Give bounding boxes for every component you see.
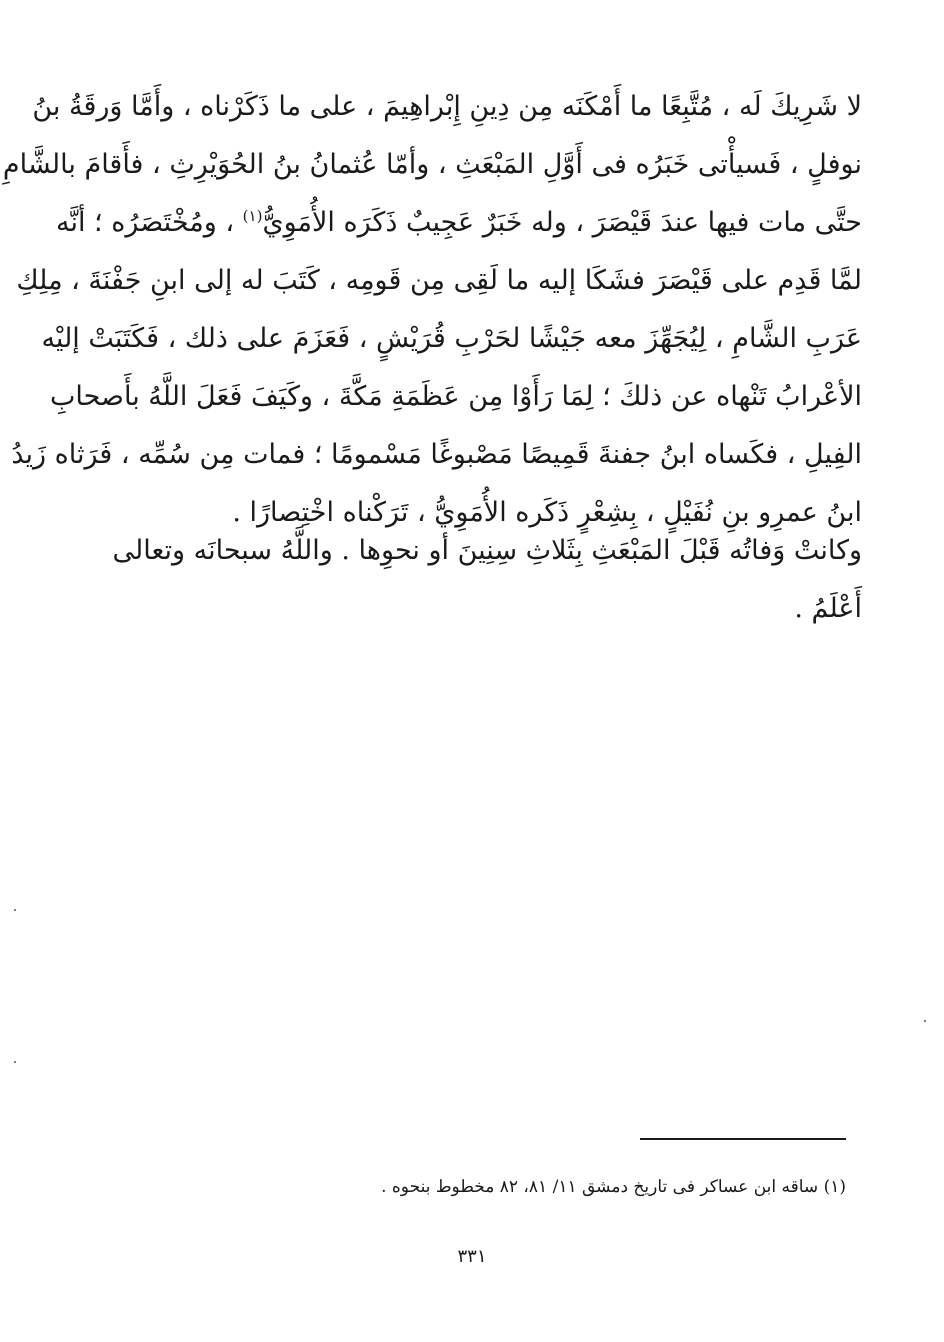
scan-speck [14,909,16,911]
scan-speck [924,1020,926,1022]
text-line: نوفلٍ ، فَسيأْتى خَبَرُه فى أَوَّلِ المَبْعَثِ ، وأمّا عُثمانُ بنُ الحُوَيْرِثِ ، فأَقامَ بالشَّامِ [2,149,862,180]
text-line: لا شَرِيكَ لَه ، مُتَّبِعًا ما أَمْكَنَه مِن دِينِ إِبْراهِيمَ ، على ما ذَكَرْناه ، وأَمَّا وَرقَةُ بنُ [32,91,862,122]
text-line: ابنُ عمرِو بنِ نُفَيْلٍ ، بِشِعْرٍ ذَكَره الأُمَوِيُّ ، تَرَكْناه اخْتِصارًا . [232,497,862,528]
text-line: أَعْلَمُ . [794,593,862,624]
text-line: الفِيلِ ، فكَساه ابنُ جفنةَ قَمِيصًا مَصْبوغًا مَسْمومًا ؛ فمات مِن سُمِّه ، فَرَثاه زَيدُ [11,439,862,470]
text-line: عَرَبِ الشَّامِ ، لِيُجَهِّزَ معه جَيْشًا لحَرْبِ قُرَيْشٍ ، فَعَزَمَ على ذلك ، فَكَتَبَتْ إليْه [41,323,862,354]
footnote-reference: (١) [242,207,263,225]
paragraph-1 [2,78,862,542]
text-line-with-footnote [55,194,862,252]
text-line-head: حتَّى مات فيها عندَ قَيْصَرَ ، وله خَبَرٌ عَجِيبٌ ذَكَرَه الأُمَوِيُّ [262,207,862,238]
text-line: الأعْرابُ تَنْهاه عن ذلكَ ؛ لِمَا رَأَوْا مِن عَظَمَةِ مَكَّةَ ، وكَيَفَ فَعَلَ اللَّهُ بأَصحابِ [49,381,862,412]
footnote-separator [640,1138,846,1140]
page-number: ٣٣١ [457,1246,487,1267]
scan-speck [14,1061,16,1063]
text-line-tail: ، ومُخْتَصَرُه ؛ أنَّه [55,207,235,238]
paragraph-2 [112,522,862,638]
text-line: وكانتْ وَفاتُه قَبْلَ المَبْعَثِ بِثَلاثِ سِنِينَ أو نحوِها . واللَّهُ سبحانَه وتعالى [112,535,862,566]
footnote: (١) ساقه ابن عساكر فى تاريخ دمشق ١١/ ٨١، ٨٢ مخطوط بنحوه . [381,1177,846,1197]
text-line: لمَّا قَدِم على قَيْصَرَ فشَكَا إليه ما لَقِى مِن قَومِه ، كَتَبَ له إلى ابنِ جَفْنَةَ ، مِلِكِ [16,265,862,296]
